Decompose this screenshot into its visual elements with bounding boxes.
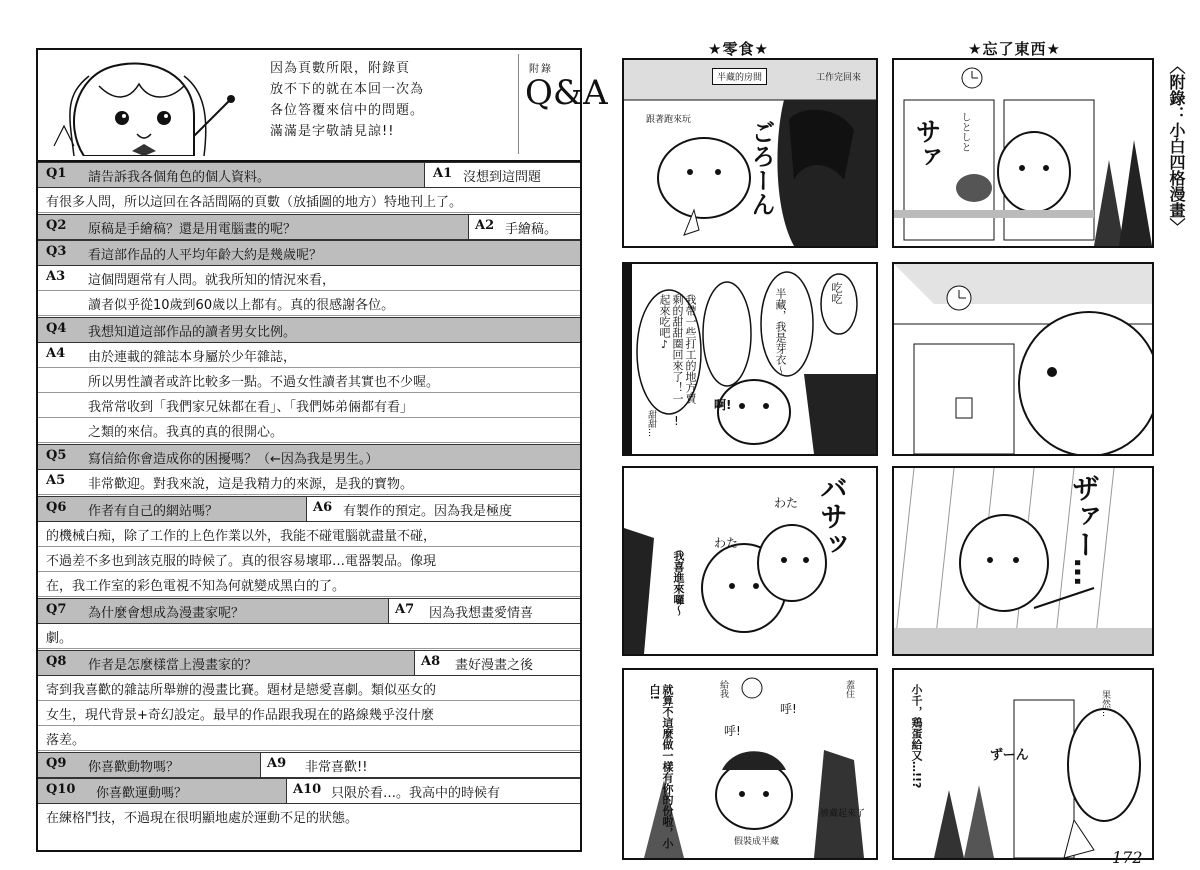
answer-line [38,470,580,495]
answer-label: A2 [475,218,495,233]
manga-panel-7 [892,466,1154,656]
question-row-9 [38,752,580,778]
answer-label: A3 [46,269,66,284]
question-row-6 [38,496,580,522]
sfx-text: ごろーん [747,120,775,216]
sfx-text: ずーん [990,748,1029,763]
answer-line [38,266,580,291]
answer-label: A7 [395,602,415,617]
question-text: 你喜歡動物嗎？ [88,760,180,775]
qa-header [38,50,608,162]
answer-label: A1 [433,166,453,181]
answer-inline: 由於連載的雜誌本身屬於少年雜誌， [88,350,297,365]
question-row-10 [38,778,580,804]
question-label: Q10 [46,782,76,797]
answer-label: A5 [46,473,66,488]
answer-line [38,291,580,316]
question-row-2 [38,214,580,240]
answer-inline: 有製作的預定。因為我是極度 [343,504,513,519]
notice-line: 因為頁數所限，附錄頁 [270,61,411,76]
answer-box [468,214,580,240]
answer-text: 劇。 [46,631,73,646]
caption: しとしと [959,112,970,152]
answer-line [38,522,580,547]
caption: 跟著跑來玩 [646,115,692,125]
answer-line [38,804,580,828]
question-text: 作者有自己的網站嗎？ [88,504,219,519]
answer-line [38,393,580,418]
small-text: ! [674,414,679,428]
panel-art [894,468,1152,654]
girl-illustration [44,56,244,156]
answer-line [38,726,580,751]
caption: 假裝成半藏 [734,837,780,847]
room-sign: 半藏的房間 [712,68,767,85]
notice-line: 滿滿是字敬請見諒!! [270,124,395,139]
question-text: 作者是怎麼樣當上漫畫家的？ [88,658,258,673]
answer-text: 落差。 [46,733,86,748]
small-text: 啊! [714,398,732,412]
answer-inline: 沒想到這問題 [463,170,542,185]
strip2-title: ★忘了東西★ [968,40,1061,58]
question-row-1 [38,162,580,188]
question-text: 原稿是手繪稿？還是用電腦畫的呢？ [88,222,297,237]
answer-inline: 只限於看…。我高中的時候有 [331,786,501,801]
manga-panel-8 [892,668,1154,860]
speech-bubble: 小千，鶏蛋給又…!!? [910,684,923,789]
answer-box [260,752,580,778]
manga-panel-1 [622,58,878,248]
answer-text: 之類的來信。我真的真的很開心。 [88,425,284,440]
question-row-3 [38,240,580,266]
question-row-4 [38,317,580,343]
question-row-8 [38,650,580,676]
strip1-title: ★零食★ [708,40,769,58]
page-number: 172 [1112,848,1143,867]
answer-line [38,368,580,393]
speech-bubble: 我帶一些打工的地方賣剩的甜甜圈回來了！一起來吃吧♪ [658,294,697,404]
question-label: Q4 [46,321,67,336]
speech-bubble: 我喜進來囉～ [672,550,685,616]
question-text: 我想知道這部作品的讀者男女比例。 [88,325,297,340]
question-label: Q3 [46,244,67,259]
question-text: 看這部作品的人平均年齡大約是幾歲呢？ [88,248,323,263]
caption: わた [774,496,799,510]
speech-bubble: 就算不這麼做一樣有你的份啦，小白! [648,684,674,849]
answer-inline: 畫好漫畫之後 [455,658,534,673]
question-label: Q9 [46,756,67,771]
question-label: Q5 [46,448,67,463]
question-label: Q6 [46,500,67,515]
question-label: Q8 [46,654,67,669]
answer-inline: 非常喜歡!! [305,760,368,775]
answer-label: A10 [293,782,322,797]
question-text: 你喜歡運動嗎？ [96,786,188,801]
caption: 蓋住 [844,680,854,698]
answer-text: 我常常收到「我們家兄妹都在看」、「我們姊弟倆都有看」 [88,400,414,415]
answer-text: 在練格鬥技，不過現在很明顯地處於運動不足的狀態。 [46,811,359,826]
manga-panel-3 [622,466,878,656]
qa-logo-big: Q&A [525,73,608,113]
answer-label: A8 [421,654,441,669]
panel-art [894,264,1152,454]
answer-line [38,701,580,726]
answer-inline: 非常歡迎。對我來說，這是我精力的來源，是我的寶物。 [88,477,414,492]
small-text: 吃吃 [830,282,843,304]
question-row-5 [38,444,580,470]
answer-box [424,162,580,188]
sfx-text: バサッ [816,474,849,558]
question-label: Q7 [46,602,67,617]
answer-text: 讀者似乎從10歲到60歲以上都有。真的很感謝各位。 [88,298,395,313]
answer-box [286,778,580,804]
answer-text: 女生，現代背景+奇幻設定。最早的作品跟我現在的路線幾乎沒什麼 [46,708,434,723]
answer-line [38,343,580,368]
answer-inline: 因為我想畫愛情喜 [429,606,534,621]
caption: 果然… [1100,690,1110,717]
answer-line [38,188,580,213]
speech-bubble: 半藏，我是芽衣～ [774,288,787,376]
notice-line: 各位答覆來信中的問題。 [270,103,425,118]
panel-art [894,670,1152,858]
answer-box [414,650,580,676]
answer-inline: 手繪稿。 [505,222,558,237]
answer-inline: 這個問題常有人問。就我所知的情況來看， [88,273,336,288]
question-text: 請告訴我各個角色的個人資料。 [88,170,271,185]
answer-line [38,418,580,443]
answer-text: 有很多人問，所以這回在各話間隔的頁數（放插圖的地方）特地刊上了。 [46,195,463,210]
question-text: 寫信給你會造成你的困擾嗎？（←因為我是男生。） [88,452,379,467]
question-label: Q1 [46,166,67,181]
notice-text [270,58,510,142]
qa-sheet [36,48,608,852]
caption: 被藏起來了 [820,809,866,819]
caption: 給我 [718,680,728,698]
answer-text: 不過差不多也到該克服的時候了。真的很容易壞耶…電器製品。像現 [46,554,437,569]
manga-panel-6 [892,262,1154,456]
manga-panel-2 [622,262,878,456]
question-row-7 [38,598,580,624]
answer-box [388,598,580,624]
question-text: 為什麼會想成為漫畫家呢？ [88,606,245,621]
answer-text: 所以男性讀者或許比較多一點。不過女性讀者其實也不少喔。 [88,375,440,390]
answer-line [38,547,580,572]
sfx-text: ザァー… [1068,474,1101,586]
question-label: Q2 [46,218,67,233]
answer-label: A4 [46,346,66,361]
answer-line [38,676,580,701]
answer-line [38,624,580,649]
answer-line [38,572,580,597]
answer-text: 的機械白痴，除了工作的上色作業以外，我能不碰電腦就盡量不碰， [46,529,437,544]
qa-logo [518,54,608,154]
manga-panel-4 [622,668,878,860]
small-text: 甜甜… [646,410,656,437]
manga-panel-5 [892,58,1154,248]
answer-text: 在，我工作室的彩色電視不知為何就變成黑白的了。 [46,579,346,594]
notice-line: 放不下的就在本回一次為 [270,82,425,97]
caption: 工作完回來 [816,73,862,83]
qa-logo-small: 附錄 [529,64,553,75]
answer-text: 寄到我喜歡的雜誌所舉辦的漫畫比賽。題材是戀愛喜劇。類似巫女的 [46,683,437,698]
answer-label: A9 [267,756,287,771]
side-title: 〈附錄：小白四格漫畫〉 [1167,58,1186,234]
caption: 呼! [724,724,741,738]
caption: わた [714,536,739,550]
answer-label: A6 [313,500,333,515]
answer-box [306,496,580,522]
sfx-text: サァ [911,118,941,170]
caption: 呼! [780,702,797,716]
